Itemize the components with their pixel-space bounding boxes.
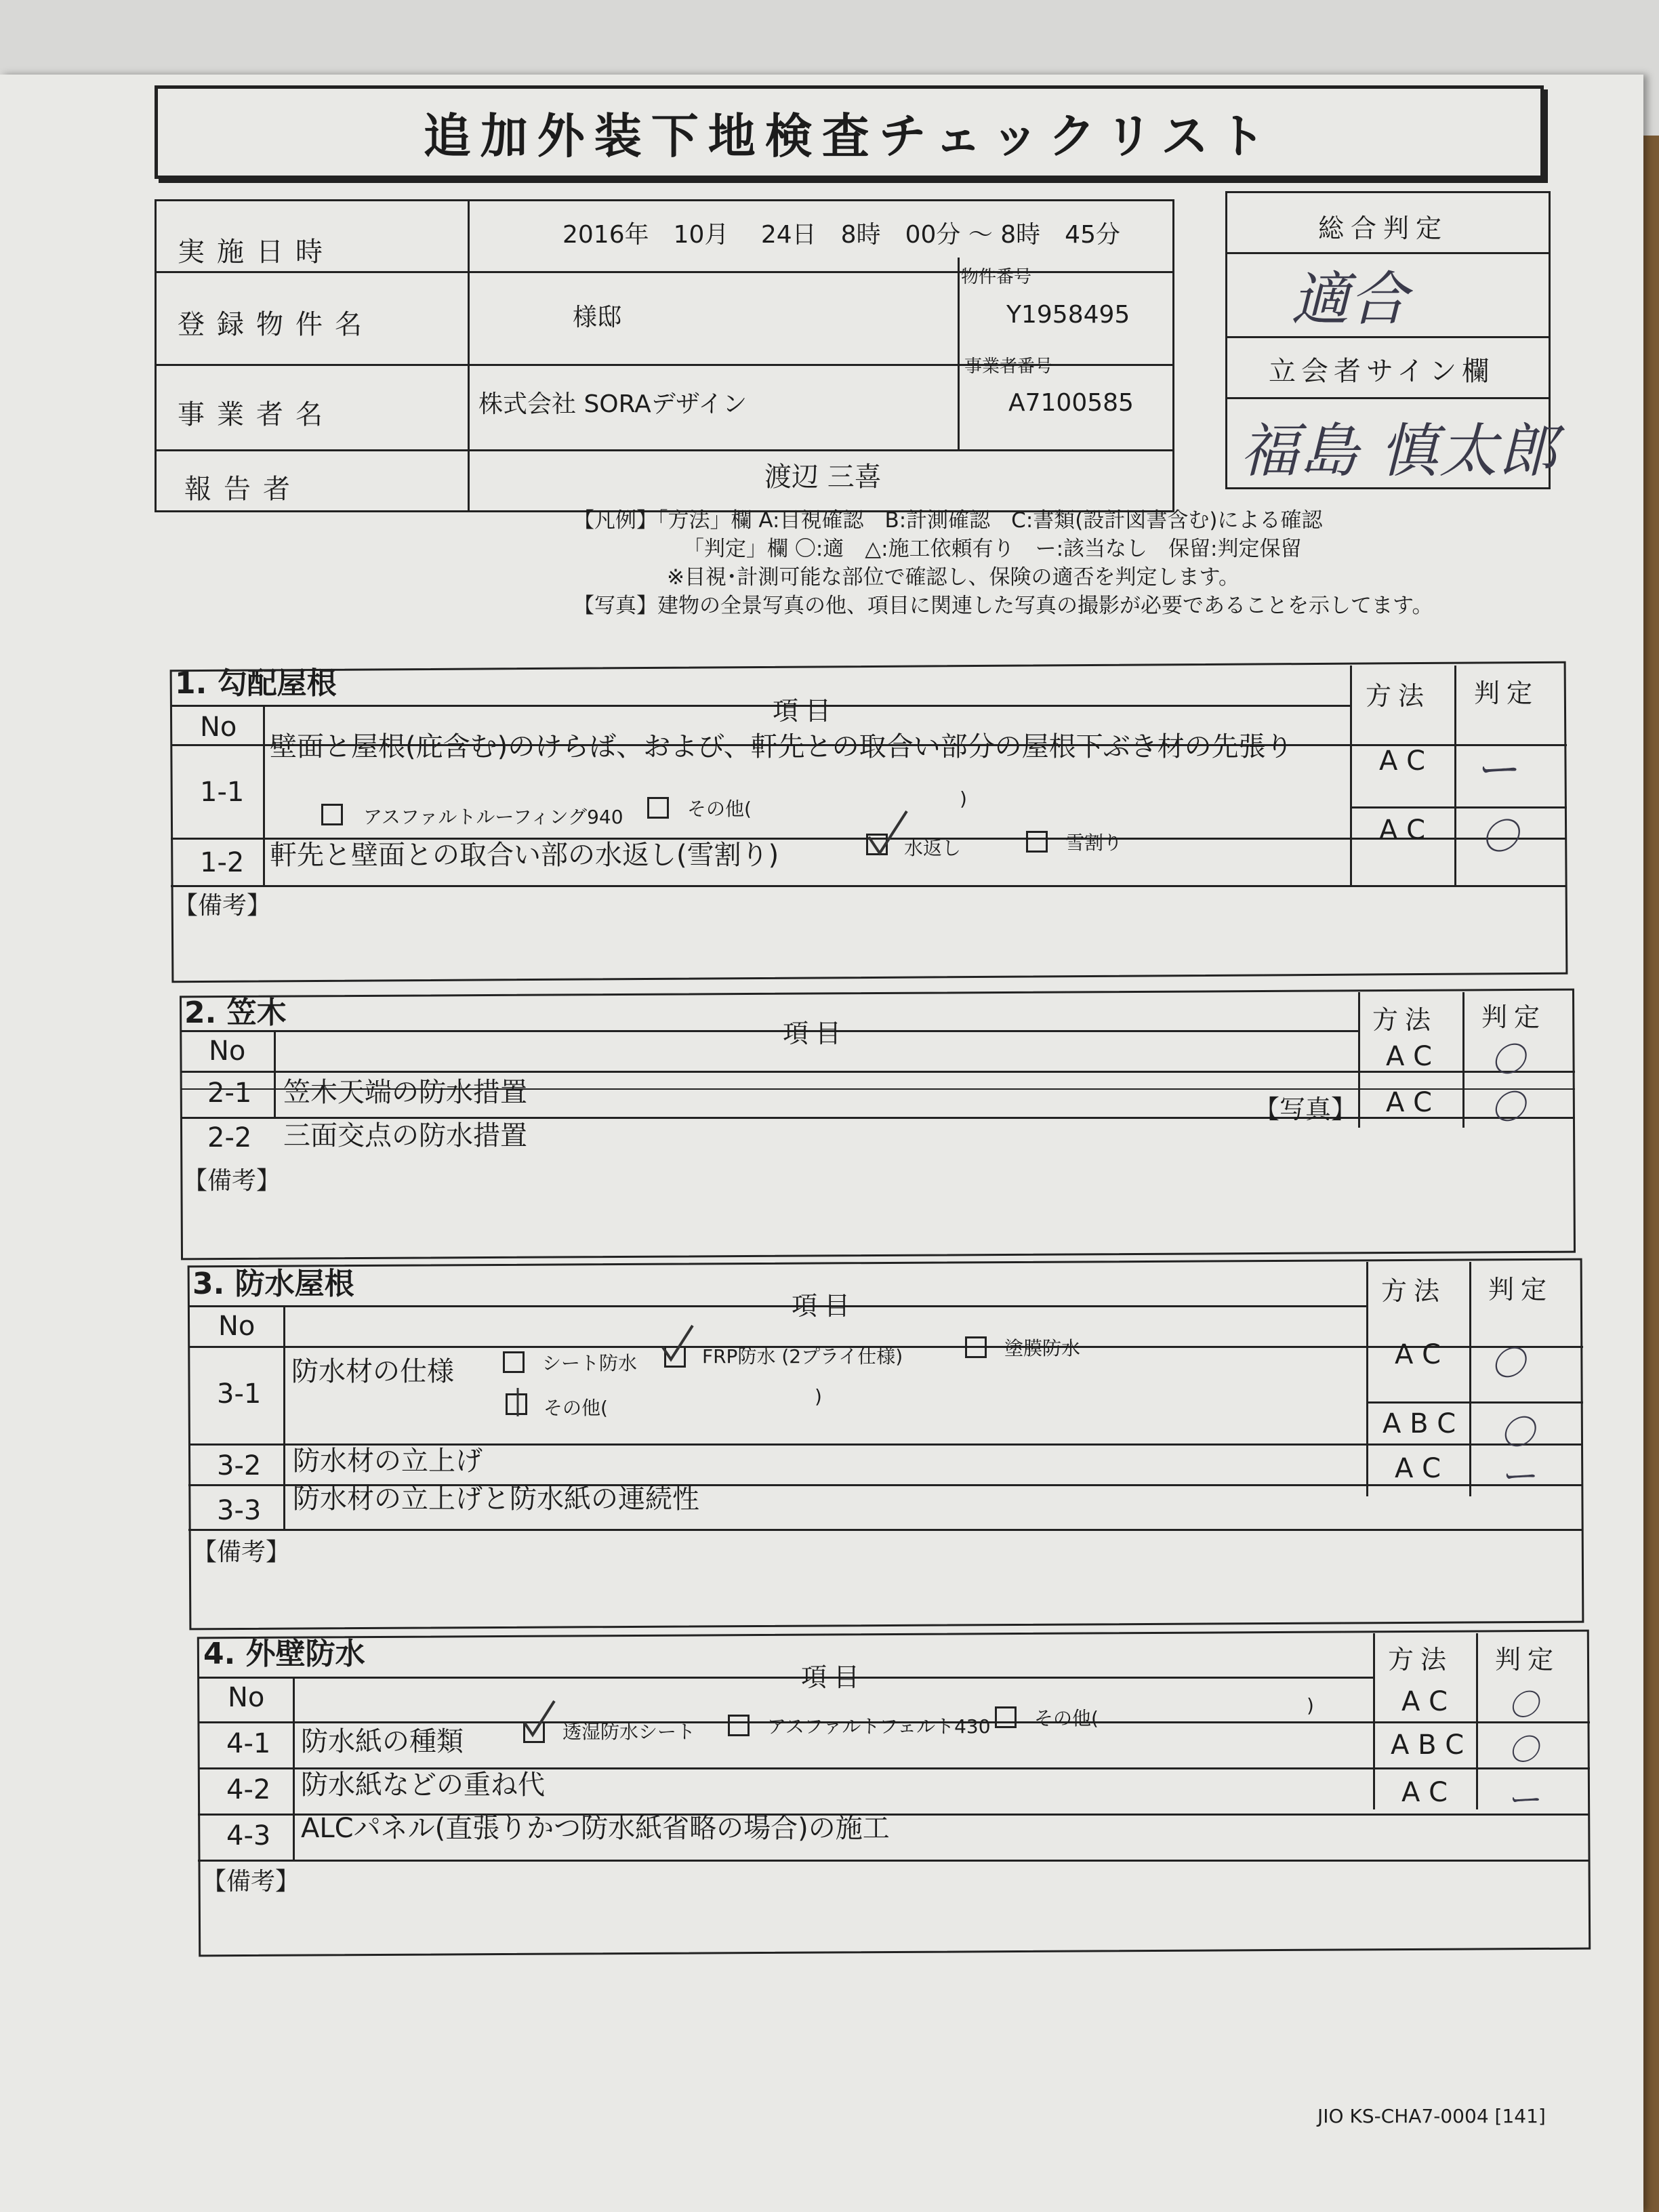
col-no-header: No — [218, 1311, 255, 1342]
row-judge: 〇 — [1491, 1344, 1525, 1383]
option-label-end: ) — [1307, 1694, 1314, 1717]
col-method-header: 方法 — [1381, 1276, 1447, 1306]
col-judge-header: 判定 — [1474, 678, 1540, 708]
row-no: 2-1 — [207, 1078, 252, 1109]
option-label: 透湿防水シート — [562, 1721, 696, 1743]
sign-label: 立会者サイン欄 — [1269, 356, 1495, 387]
option-label: その他( — [544, 1397, 608, 1419]
col-method-header: 方法 — [1372, 1005, 1438, 1035]
checkbox-asphalt-felt[interactable] — [728, 1715, 750, 1736]
option-label: 塗膜防水 — [1004, 1337, 1081, 1359]
row-item: 防水紙などの重ね代 — [301, 1769, 545, 1801]
option-label: 雪割り — [1065, 832, 1123, 854]
check-mark-icon — [867, 810, 908, 857]
checkbox-asphalt-roofing[interactable] — [321, 804, 343, 825]
checkbox-other[interactable] — [995, 1706, 1017, 1728]
legend-line-3: ※目視･計測可能な部位で確認し、保険の適否を判定します。 — [667, 565, 1240, 590]
row-method: A C — [1386, 1087, 1433, 1118]
row-judge: ー — [1506, 1780, 1540, 1820]
option-label: FRP防水 (2プライ仕様) — [702, 1345, 903, 1368]
reporter-label: 報告者 — [184, 474, 302, 505]
section-1-title: 1. 勾配屋根 — [175, 666, 337, 701]
date-label: 実施日時 — [178, 237, 335, 268]
row-judge: ー — [1499, 1455, 1536, 1498]
row-item: 防水材の立上げ — [293, 1446, 483, 1477]
legend-line-1: 【凡例】「方法」欄 A:目視確認 B:計測確認 C:書類(設計図書含む)による確認 — [573, 508, 1323, 533]
row-method: A B C — [1391, 1729, 1465, 1761]
col-no-header: No — [200, 712, 237, 743]
checkbox-sheet-waterproof[interactable] — [503, 1351, 525, 1373]
check-mark-icon — [523, 1698, 557, 1739]
business-no-label: 事業者番号 — [964, 356, 1053, 377]
section-2-title: 2. 笠木 — [184, 996, 287, 1030]
checkbox-coating-waterproof[interactable] — [965, 1336, 987, 1358]
option-label: アスファルトフェルト430 — [767, 1715, 991, 1738]
col-item-header: 項目 — [801, 1662, 867, 1692]
row-no: 2-2 — [207, 1122, 252, 1153]
business-no-value: A7100585 — [1008, 389, 1134, 417]
row-method: A C — [1386, 1041, 1433, 1072]
property-no-label: 物件番号 — [961, 267, 1032, 287]
row-no: 3-1 — [217, 1378, 262, 1410]
col-method-header: 方法 — [1366, 681, 1431, 711]
checkbox-other[interactable] — [647, 797, 669, 819]
row-method: A C — [1401, 1686, 1448, 1717]
overall-judgement-label: 総合判定 — [1318, 213, 1449, 243]
date-value: 2016年 10月 24日 8時 00分 ～ 8時 45分 — [562, 221, 1120, 249]
remarks-label: 【備考】 — [173, 892, 272, 920]
row-no: 3-2 — [217, 1450, 262, 1481]
option-label: シート防水 — [542, 1352, 638, 1374]
photo-label: 【写真】 — [1254, 1094, 1357, 1124]
option-label: その他( — [687, 798, 752, 820]
section-4-title: 4. 外壁防水 — [203, 1637, 365, 1671]
remarks-label: 【備考】 — [192, 1538, 291, 1566]
col-judge-header: 判定 — [1488, 1275, 1554, 1305]
page-title: 追加外装下地検査チェックリスト — [155, 85, 1544, 179]
col-no-header: No — [209, 1036, 246, 1067]
col-item-header: 項目 — [773, 696, 838, 726]
col-judge-header: 判定 — [1481, 1002, 1547, 1032]
row-item: ALCパネル(直張りかつ防水紙省略の場合)の施工 — [301, 1813, 890, 1844]
business-label: 事業者名 — [178, 399, 335, 430]
property-no-value: Y1958495 — [1006, 301, 1130, 329]
row-judge: 〇 — [1509, 1733, 1538, 1767]
row-no: 1-2 — [200, 847, 245, 878]
business-value: 株式会社 SORAデザイン — [478, 390, 747, 418]
remarks-label: 【備考】 — [202, 1868, 300, 1896]
col-item-header: 項目 — [792, 1291, 857, 1321]
row-no: 1-1 — [200, 777, 245, 808]
remarks-label: 【備考】 — [183, 1167, 281, 1195]
row-method: A C — [1395, 1339, 1441, 1370]
row-no: 4-2 — [226, 1774, 271, 1805]
col-item-header: 項目 — [783, 1019, 848, 1048]
signature: 福島 慎太郎 — [1240, 417, 1559, 485]
row-item: 笠木天端の防水措置 — [283, 1077, 527, 1108]
row-item: 軒先と壁面との取合い部の水返し(雪割り) — [270, 840, 779, 871]
property-value: 様邸 — [573, 304, 622, 331]
row-method: A C — [1379, 815, 1426, 846]
option-label: 水返し — [904, 837, 962, 859]
row-judge: 〇 — [1491, 1040, 1525, 1080]
row-judge: ー — [1474, 745, 1517, 796]
option-label-end: ) — [960, 787, 967, 810]
row-judge: 〇 — [1481, 815, 1518, 858]
reporter-value: 渡辺 三喜 — [764, 462, 882, 493]
option-label: アスファルトルーフィング940 — [363, 806, 623, 828]
checkbox-yukiwari[interactable] — [1026, 831, 1048, 853]
row-no: 4-1 — [226, 1728, 271, 1759]
row-judge: 〇 — [1509, 1688, 1538, 1723]
row-method: A C — [1401, 1777, 1448, 1808]
row-judge-secondary: 〇 — [1500, 1413, 1534, 1452]
row-no: 3-3 — [217, 1495, 262, 1526]
col-no-header: No — [228, 1682, 265, 1713]
row-item: 三面交点の防水措置 — [283, 1120, 527, 1151]
row-item: 防水材の立上げと防水紙の連続性 — [293, 1483, 699, 1515]
form-code: JIO KS-CHA7-0004 [141] — [1317, 2105, 1546, 2127]
legend-line-4: 【写真】建物の全景写真の他、項目に関連した写真の撮影が必要であることを示してます。 — [573, 594, 1433, 618]
col-judge-header: 判定 — [1495, 1645, 1561, 1675]
row-method-secondary: A B C — [1382, 1408, 1456, 1439]
row-judge: 〇 — [1491, 1088, 1525, 1127]
check-mark-icon — [515, 1387, 522, 1418]
row-method: A C — [1379, 745, 1426, 777]
property-label: 登録物件名 — [178, 309, 374, 340]
overall-judgement-value: 適合 — [1291, 266, 1408, 333]
row-method: A C — [1395, 1453, 1441, 1484]
option-label: その他( — [1034, 1707, 1099, 1729]
check-mark-icon — [661, 1323, 695, 1364]
row-no: 4-3 — [226, 1820, 271, 1851]
row-item: 壁面と屋根(庇含む)のけらば、および、軒先との取合い部分の屋根下ぶき材の先張り — [270, 731, 1293, 762]
option-label-end: ) — [815, 1385, 822, 1408]
row-item: 防水材の仕様 — [291, 1356, 454, 1387]
legend-line-2: 「判定」欄 〇:適 △:施工依頼有り ー:該当なし 保留:判定保留 — [683, 537, 1302, 561]
row-item: 防水紙の種類 — [301, 1726, 464, 1757]
section-3-title: 3. 防水屋根 — [192, 1267, 354, 1301]
col-method-header: 方法 — [1388, 1645, 1454, 1675]
